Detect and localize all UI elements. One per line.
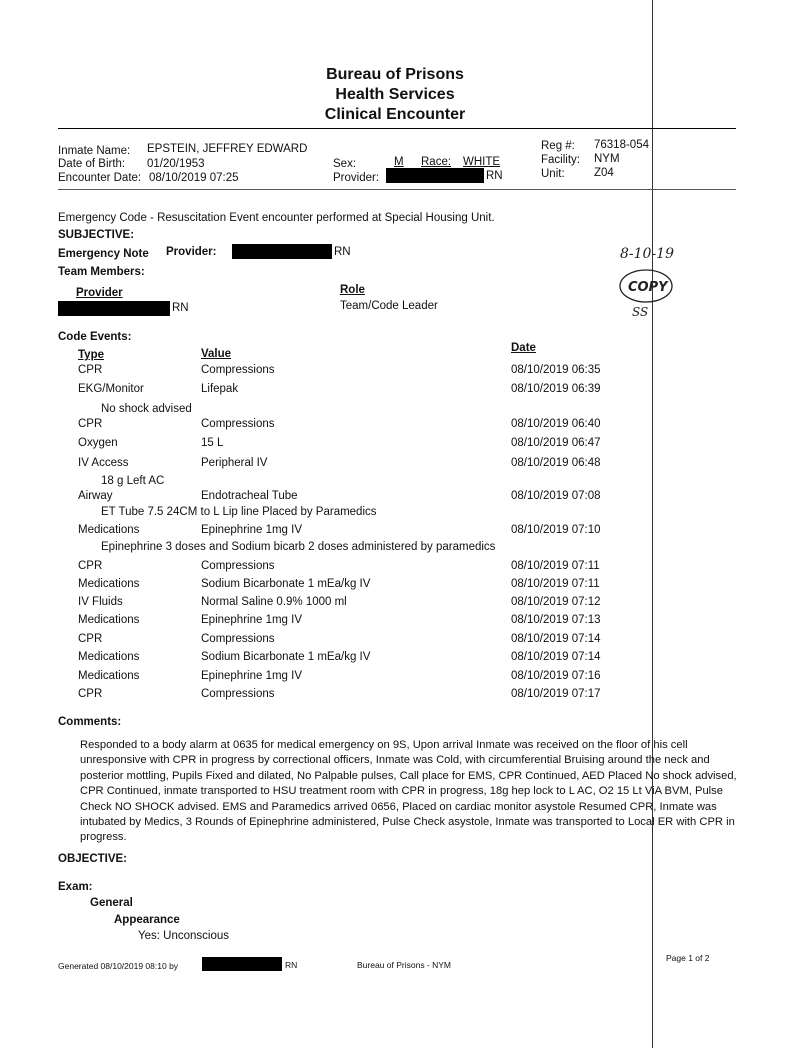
appearance-label: Appearance: [114, 914, 180, 926]
provider-suffix: RN: [486, 170, 503, 182]
stamp-date: 8-10-19: [620, 246, 674, 262]
code-event-row: [78, 383, 658, 399]
event-date: 08/10/2019 06:40: [511, 418, 601, 430]
event-type: CPR: [78, 418, 103, 430]
col-date-header: Date: [511, 342, 536, 354]
code-event-row: [78, 364, 658, 380]
header-bottom-rule: [58, 189, 736, 190]
event-type: Medications: [78, 524, 140, 536]
footer-generated: Generated 08/10/2019 08:10 by: [58, 961, 179, 971]
code-event-row: [78, 578, 658, 594]
event-value: Lifepak: [201, 383, 239, 395]
emergency-code-line: Emergency Code - Resuscitation Event encounter performed at Special Housing Unit.: [58, 212, 495, 224]
code-event-row: [78, 688, 658, 704]
inmate-name: EPSTEIN, JEFFREY EDWARD: [147, 143, 308, 155]
event-type: CPR: [78, 560, 103, 572]
event-type: Airway: [78, 490, 113, 502]
subjective-heading: SUBJECTIVE:: [58, 229, 135, 241]
event-value: Compressions: [201, 418, 275, 430]
code-event-row: [78, 418, 658, 434]
note-meds: Epinephrine 3 doses and Sodium bicarb 2 doses administered by paramedics: [101, 541, 496, 553]
comments-text: Responded to a body alarm at 0635 for medical emergency on 9S, Upon arrival Inmate was received on the floor of his cell unresponsive with CPR in progress by correctional officers, Inmate was Cold, with circumferential Bruising around the neck and posterior mottling, Pupils Fixed and dilated, No Palpable pulses, Call place for EMS, CPR Continued, AED Placed No shock advised, CPR Continued, inmate transported to HSU treatment room with CPR in progress, 18g hep lock to L AC, O2 15 Lt ViA BVM, Pulse Check NO SHOCK advised. EMS and Paramedics arrived 0656, Placed on cardiac monitor asystole Resumed CPR, Inmate was intubated by Medics, 3 Rounds of Epinephrine administered, Pulse Check asystole, Inmate was transported to Local ER with CPR in progress.: [80, 739, 737, 844]
encounter-date-label: Encounter Date:: [58, 172, 142, 184]
team-member-suffix: RN: [172, 302, 189, 314]
facility-value: NYM: [594, 153, 620, 165]
sex-label: Sex:: [333, 158, 357, 170]
team-member-role: Team/Code Leader: [340, 300, 438, 312]
event-type: IV Access: [78, 457, 129, 469]
event-value: Compressions: [201, 560, 275, 572]
emergency-note-provider-suffix: RN: [334, 246, 351, 258]
event-date: 08/10/2019 07:16: [511, 670, 601, 682]
redaction-footer: [202, 957, 282, 971]
title-health-services: Health Services: [335, 86, 455, 103]
redaction-provider: [386, 168, 484, 183]
team-members-heading: Team Members:: [58, 266, 145, 278]
facility-label: Facility:: [541, 154, 580, 166]
event-date: 08/10/2019 07:11: [511, 560, 600, 572]
comments-heading: Comments:: [58, 716, 122, 728]
unit-value: Z04: [594, 167, 614, 179]
col-value-header: Value: [201, 348, 232, 360]
appearance-value: Yes: Unconscious: [138, 930, 229, 942]
emergency-note-provider-label: Provider:: [166, 246, 217, 258]
code-event-row: [78, 437, 658, 453]
emergency-note-label: Emergency Note: [58, 248, 149, 260]
code-event-row: [78, 457, 658, 473]
event-value: Peripheral IV: [201, 457, 268, 469]
event-date: 08/10/2019 06:35: [511, 364, 601, 376]
event-type: Medications: [78, 614, 140, 626]
event-type: CPR: [78, 688, 103, 700]
sex-value: M: [394, 156, 404, 168]
event-value: Sodium Bicarbonate 1 mEa/kg IV: [201, 578, 371, 590]
code-event-row: [78, 651, 658, 667]
col-type-header: Type: [78, 349, 104, 361]
team-role-header: Role: [340, 284, 365, 296]
event-date: 08/10/2019 07:14: [511, 651, 601, 663]
objective-heading: OBJECTIVE:: [58, 853, 128, 865]
footer-center: Bureau of Prisons - NYM: [357, 960, 452, 970]
note-iv: 18 g Left AC: [101, 475, 165, 487]
event-type: Medications: [78, 651, 140, 663]
redaction-team-member: [58, 301, 170, 316]
code-event-row: [78, 633, 658, 649]
header-rule: [58, 128, 736, 129]
provider-label: Provider:: [333, 172, 380, 184]
note-ekg: No shock advised: [101, 403, 192, 415]
event-type: EKG/Monitor: [78, 383, 144, 395]
event-value: Epinephrine 1mg IV: [201, 614, 303, 626]
event-type: CPR: [78, 633, 103, 645]
event-value: Endotracheal Tube: [201, 490, 298, 502]
event-value: Compressions: [201, 364, 275, 376]
event-date: 08/10/2019 06:48: [511, 457, 601, 469]
event-date: 08/10/2019 07:11: [511, 578, 600, 590]
event-value: Compressions: [201, 688, 275, 700]
event-type: Medications: [78, 578, 140, 590]
event-type: CPR: [78, 364, 103, 376]
footer-page: Page 1 of 2: [666, 953, 710, 963]
code-event-row: [78, 596, 658, 612]
event-value: Sodium Bicarbonate 1 mEa/kg IV: [201, 651, 371, 663]
title-bureau: Bureau of Prisons: [326, 66, 464, 83]
stamp-initials: SS: [632, 305, 649, 319]
code-event-row: [78, 560, 658, 576]
event-date: 08/10/2019 06:47: [511, 437, 601, 449]
event-value: Epinephrine 1mg IV: [201, 524, 303, 536]
event-value: Epinephrine 1mg IV: [201, 670, 303, 682]
title-clinical-encounter: Clinical Encounter: [324, 106, 466, 123]
race-value: WHITE: [463, 156, 501, 168]
event-date: 08/10/2019 07:13: [511, 614, 601, 626]
code-event-row: [78, 524, 658, 540]
code-events-heading: Code Events:: [58, 331, 132, 343]
footer-generated-suffix: RN: [285, 960, 298, 970]
dob-label: Date of Birth:: [58, 158, 126, 170]
note-airway: ET Tube 7.5 24CM to L Lip line Placed by Paramedics: [101, 506, 377, 518]
reg-value: 76318-054: [594, 139, 649, 151]
event-value: Compressions: [201, 633, 275, 645]
event-date: 08/10/2019 07:12: [511, 596, 601, 608]
event-date: 08/10/2019 07:17: [511, 688, 601, 700]
inmate-name-label: Inmate Name:: [58, 145, 131, 157]
race-label: Race:: [421, 156, 452, 168]
copy-stamp: [610, 236, 720, 322]
event-value: Normal Saline 0.9% 1000 ml: [201, 596, 347, 608]
event-date: 08/10/2019 06:39: [511, 383, 601, 395]
event-value: 15 L: [201, 437, 224, 449]
team-provider-header: Provider: [76, 287, 123, 299]
code-event-row: [78, 490, 658, 506]
encounter-date: 08/10/2019 07:25: [149, 172, 239, 184]
stamp-copy-text: COPY: [628, 280, 668, 295]
unit-label: Unit:: [541, 168, 565, 180]
dob: 01/20/1953: [147, 158, 205, 170]
redaction-emergency-provider: [232, 244, 332, 259]
exam-label: Exam:: [58, 881, 93, 893]
event-type: Oxygen: [78, 437, 118, 449]
general-label: General: [90, 897, 133, 909]
event-date: 08/10/2019 07:08: [511, 490, 601, 502]
reg-label: Reg #:: [541, 140, 575, 152]
event-type: IV Fluids: [78, 596, 123, 608]
code-event-row: [78, 670, 658, 686]
event-type: Medications: [78, 670, 140, 682]
event-date: 08/10/2019 07:10: [511, 524, 601, 536]
event-date: 08/10/2019 07:14: [511, 633, 601, 645]
code-event-row: [78, 614, 658, 630]
